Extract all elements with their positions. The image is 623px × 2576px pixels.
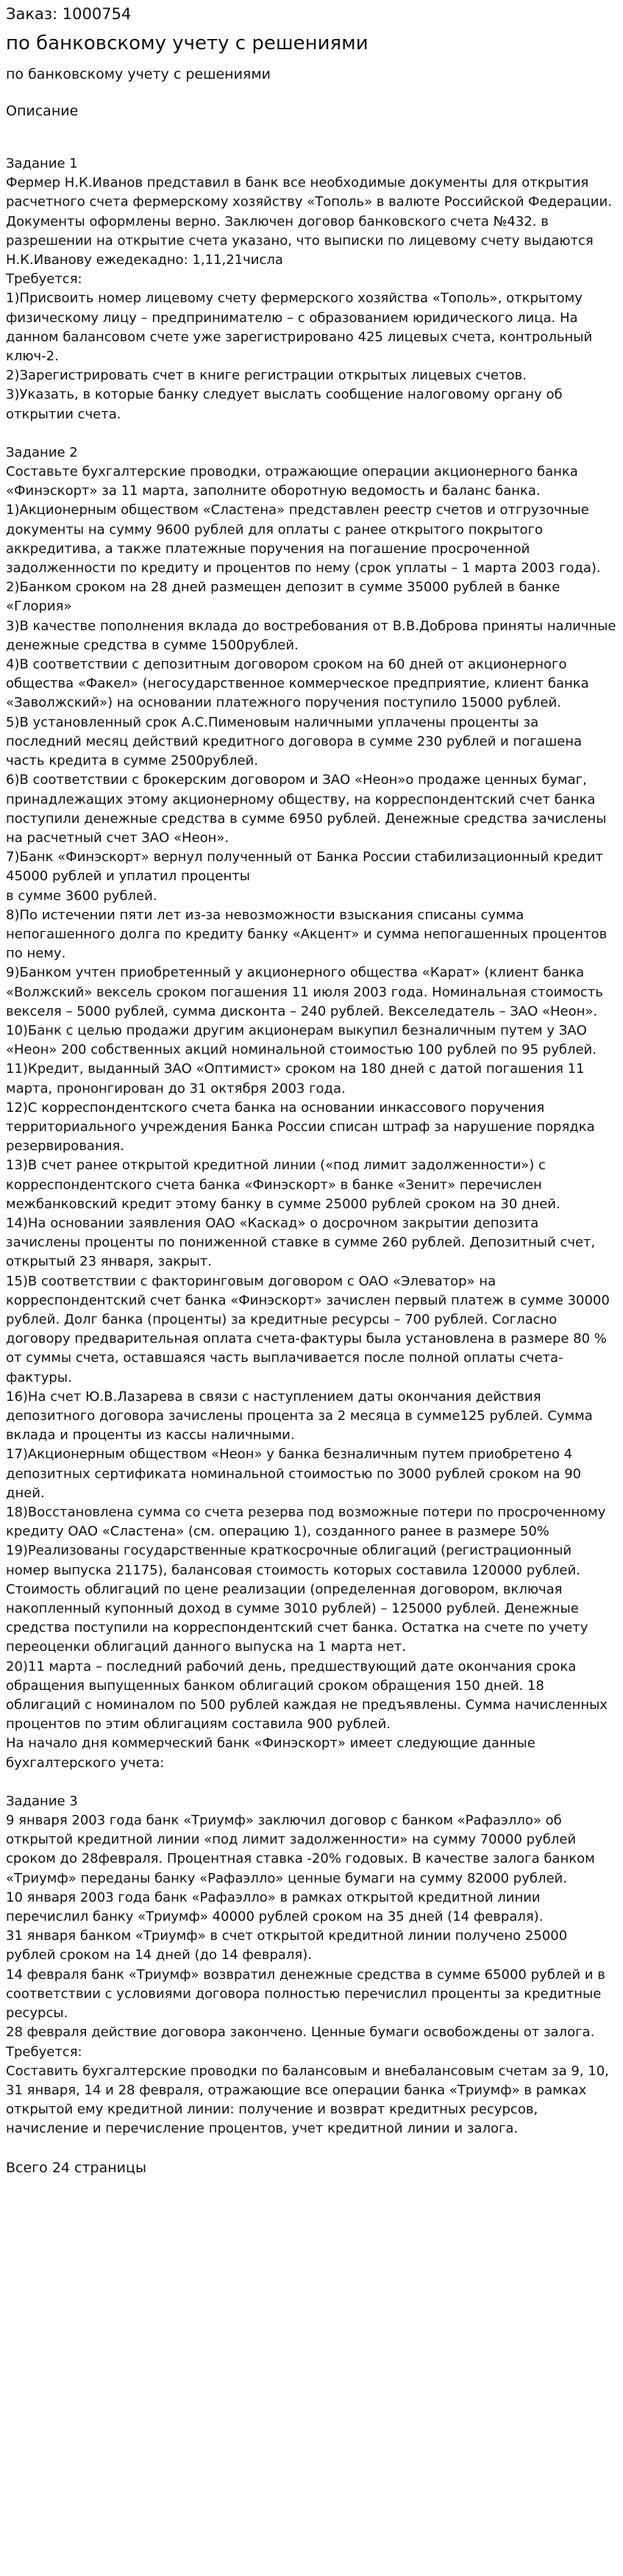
task-item: 10)Банк с целью продажи другим акционерам выкупил безналичным путем у ЗАО «Неон» 200 собственных акций номинальной стоимостью 100 рублей по 95 рублей. xyxy=(6,1022,597,1058)
task-item: 6)В соответствии с брокерским договором и ЗАО «Неон»о продаже ценных бумаг, принадлежащих этому акционерному обществу, на корреспондентский счет банка поступили денежные средства в сумме 6950 рублей. Денежные средства зачислены на расчетный счет ЗАО «Неон». xyxy=(6,772,607,846)
task-item: 19)Реализованы государственные краткосрочные облигаций (регистрационный номер выпуска 21175), балансовая стоимость которых составила 120000 рублей. Стоимость облигаций по цене реализации (определенная договором, включая накопленный купонный доход в сумме 3010 рублей) – 125000 рублей. Денежные средства поступили на корреспондентский счет банка. Остатка на счете по учету переоценки облигаций данного выпуска на 1 марта нет. xyxy=(6,1543,588,1655)
task-3 xyxy=(6,1792,617,2139)
task-required-label: Требуется: xyxy=(6,271,82,288)
task-item: 28 февраля действие договора закончено. Ценные бумаги освобождены от залога. xyxy=(6,2024,595,2041)
task-item: 9)Банком учтен приобретенный у акционерного общества «Карат» (клиент банка «Волжский» вексель сроком погашения 11 июля 2003 года. Номинальная стоимость векселя – 5000 рублей, сумма дисконта – 240 рублей. Векселедатель – ЗАО «Неон». xyxy=(6,965,603,1019)
task-heading: Задание 1 xyxy=(6,156,78,171)
task-item: 3)В качестве пополнения вклада до востребования от В.В.Доброва приняты наличные денежные средства в сумме 1500рублей. xyxy=(6,618,616,653)
task-item: 31 января банком «Триумф» в счет открытой кредитной линии получено 25000 рублей сроком на 14 дней (до 14 февраля). xyxy=(6,1928,568,1963)
task-item: 10 января 2003 года банк «Рафаэлло» в рамках открытой кредитной линии перечислил банку «Триумф» 40000 рублей сроком на 35 дней (14 февраля). xyxy=(6,1889,544,1925)
task-item: 7)Банк «Финэскорт» вернул полученный от Банка России стабилизационный кредит 45000 рублей и уплатил проценты xyxy=(6,849,603,885)
task-item: 14)На основании заявления ОАО «Каскад» о досрочном закрытии депозита зачислены проценты по пониженной ставке в сумме 260 рублей. Депозитный счет, открытый 23 января, закрыт. xyxy=(6,1215,596,1270)
page-title: по банковскому учету с решениями xyxy=(6,32,369,54)
task-item: 18)Восстановлена сумма со счета резерва под возможные потери по просроченному кредиту ОАО «Сластена» (см. операцию 1), созданного ранее в размере 50% xyxy=(6,1505,606,1540)
task-intro: Фермер Н.К.Иванов представил в банк все необходимые документы для открытия расчетного счета фермерскому хозяйству «Тополь» в валюте Российской Федерации. Документы оформлены верно. Заключен договор банковского счета №432. в разрешении на открытие счета указано, что выписки по лицевому счету выдаются Н.К.Иванову ежедекадно: 1,11,21числа xyxy=(6,175,612,268)
task-item: 8)По истечении пяти лет из-за невозможности взыскания списаны сумма непогашенного долга по кредиту банку «Акцент» и сумма непогашенных процентов по нему. xyxy=(6,907,608,962)
task-item: 15)В соответствии с факторинговым договором с ОАО «Элеватор» на корреспондентский счет банка «Финэскорт» зачислен первый платеж в сумме 30000 рублей. Долг банка (проценты) за кредитные ресурсы – 700 рублей. Согласно договору предварительная оплата счета-фактуры была установлена в размере 80 % от суммы счета, оставшаяся часть выплачивается после полной оплаты счета-фактуры. xyxy=(6,1273,610,1385)
task-2 xyxy=(6,443,617,1773)
task-item: 3)Указать, в которые банку следует выслать сообщение налоговому органу об открытии счета. xyxy=(6,387,563,422)
task-item: 17)Акционерным обществом «Неон» у банка безналичным путем приобретено 4 депозитных сертификата номинальной стоимостью по 3000 рублей сроком на 90 дней. xyxy=(6,1446,582,1501)
task-item: в сумме 3600 рублей. xyxy=(6,888,157,904)
order-number: Заказ: 1000754 xyxy=(6,5,132,23)
description-label: Описание xyxy=(6,103,79,119)
page-count: Всего 24 страницы xyxy=(6,2159,146,2176)
task-item: 16)На счет Ю.В.Лазарева в связи с наступлением даты окончания действия депозитного договора зачислены процента за 2 месяца в сумме125 рублей. Сумма вклада и проценты из кассы наличными. xyxy=(6,1388,593,1444)
task-item: 9 января 2003 года банк «Триумф» заключил договор с банком «Рафаэлло» об открытой кредитной линии «под лимит задолженности» на сумму 70000 рублей сроком до 28февраля. Процентная ставка -20% годовых. В качестве залога банком «Триумф» переданы банку «Рафаэлло» ценные бумаги на сумму 82000 рублей. xyxy=(6,1813,595,1886)
task-item: 12)С корреспондентского счета банка на основании инкассового поручения территориального учреждения Банка России списан штраф за нарушение порядка резервирования. xyxy=(6,1099,595,1155)
task-item: 1)Присвоить номер лицевому счету фермерского хозяйства «Тополь», открытому физическому лицу – предпринимателю – с образованием юридического лица. На данном балансовом счете уже зарегистрировано 425 лицевых счета, контрольный ключ-2. xyxy=(6,290,593,365)
task-item: 14 февраля банк «Триумф» возвратил денежные средства в сумме 65000 рублей и в соответствии с условиями договора полностью перечислил проценты за кредитные ресурсы. xyxy=(6,1966,605,2022)
task-item: 11)Кредит, выданный ЗАО «Оптимист» сроком на 180 дней с датой погашения 11 марта, прононгирован до 31 октября 2003 года. xyxy=(6,1061,585,1096)
task-item: На начало дня коммерческий банк «Финэскорт» имеет следующие данные бухгалтерского учета: xyxy=(6,1735,535,1771)
task-item: 1)Акционерным обществом «Сластена» представлен реестр счетов и отгрузочные документы на сумму 9600 рублей для оплаты с ранее открытого покрытого аккредитива, а также платежные поручения на погашение просроченной задолженности по кредиту и процентов по нему (срок уплаты – 1 марта 2003 года). xyxy=(6,502,601,577)
task-intro: Составьте бухгалтерские проводки, отражающие операции акционерного банка «Финэскорт» за 11 марта, заполните оборотную ведомость и баланс банка. xyxy=(6,464,578,499)
task-1 xyxy=(6,154,617,424)
task-required-label: Требуется: xyxy=(6,2044,82,2060)
task-heading: Задание 2 xyxy=(6,444,78,460)
task-item: 5)В установленный срок А.С.Пименовым наличными уплачены проценты за последний месяц действий кредитного договора в сумме 230 рублей и погашена часть кредита в сумме 2500рублей. xyxy=(6,714,583,769)
task-heading: Задание 3 xyxy=(6,1793,78,1809)
task-item: 13)В счет ранее открытой кредитной линии («под лимит задолженности») с корреспондентского счета банка «Финэскорт» в банке «Зенит» перечислен межбанковский кредит этому банку в сумме 25000 рублей сроком на 30 дней. xyxy=(6,1157,560,1212)
task-item: 20)11 марта – последний рабочий день, предшествующий дате окончания срока обращения выпущенных банком облигаций сроком обращения 150 дней. 18 облигаций с номиналом по 500 рублей каждая не предъявлены. Сумма начисленных процентов по этим облигациям составила 900 рублей. xyxy=(6,1658,608,1733)
task-item: 2)Зарегистрировать счет в книге регистрации открытых лицевых счетов. xyxy=(6,368,527,384)
page-subtitle: по банковскому учету с решениями xyxy=(6,66,271,82)
task-item: 2)Банком сроком на 28 дней размещен депозит в сумме 35000 рублей в банке «Глория» xyxy=(6,579,560,615)
task-requirement: Составить бухгалтерские проводки по балансовым и внебалансовым счетам за 9, 10, 31 января, 14 и 28 февраля, отражающие все операции банка «Триумф» в рамках открытой ему кредитной линии: получение и возврат кредитных ресурсов, начисление и перечисление процентов, учет кредитной линии и залога. xyxy=(6,2063,609,2137)
task-item: 4)В соответствии с депозитным договором сроком на 60 дней от акционерного общества «Факел» (негосударственное коммерческое предприятие, клиент банка «Заволжский») на основании платежного поручения поступило 15000 рублей. xyxy=(6,657,589,711)
